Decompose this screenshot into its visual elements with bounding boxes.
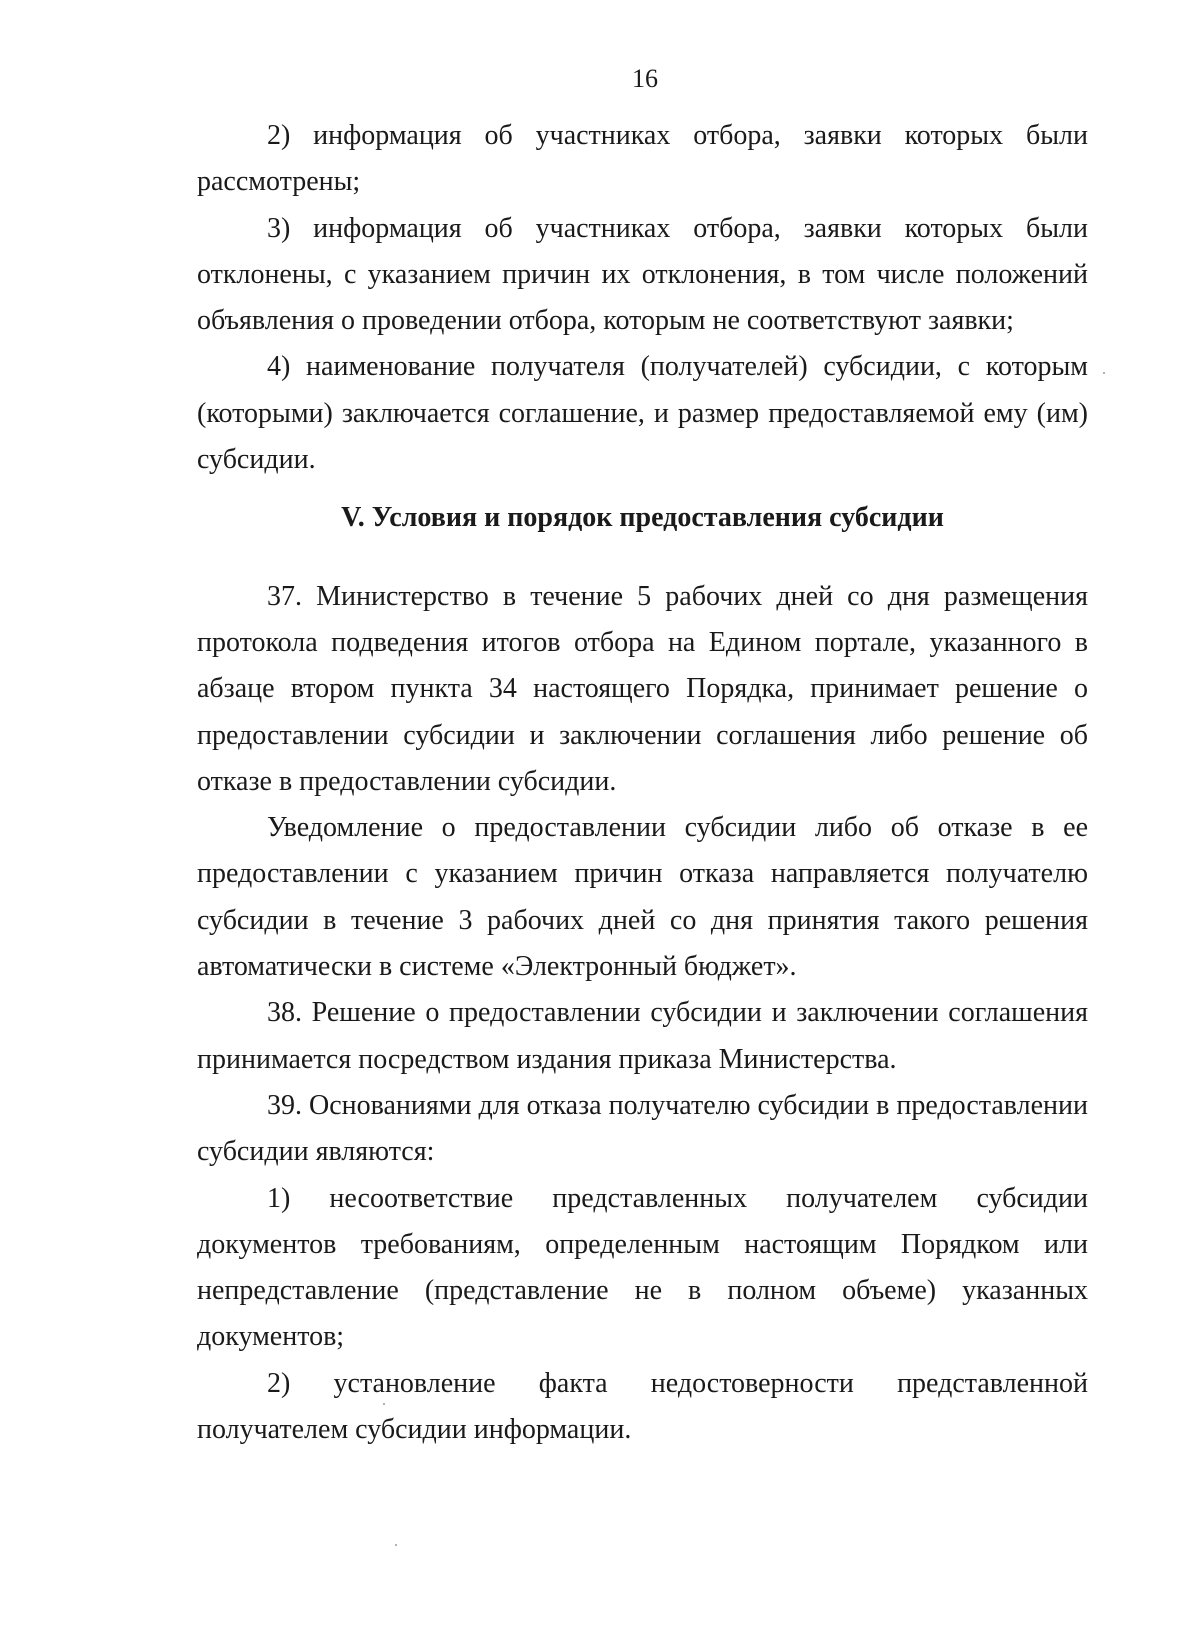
paragraph-item-3-otkloneny: 3) информация об участниках отбора, заявки которых были отклонены, с указанием причин их отклонения, в том числе положений объявления о проведении отбора, которым не соответствуют заявки; (197, 212, 1088, 337)
paragraph-item-2-rassmotreny: 2) информация об участниках отбора, заявки которых были рассмотрены; (197, 120, 1088, 198)
paragraph-ground-1: 1) несоответствие представленных получателем субсидии документов требованиям, определенным настоящим Порядком или непредставление (представление не в полном объеме) указанных документов; (197, 1182, 1088, 1353)
paragraph-point-39: 39. Основаниями для отказа получателю субсидии в предоставлении субсидии являются: (197, 1089, 1088, 1168)
document-body (197, 113, 1088, 1453)
scan-speck (1103, 372, 1105, 374)
scan-speck (395, 1544, 397, 1546)
paragraph-point-37: 37. Министерство в течение 5 рабочих дней со дня размещения протокола подведения итогов отбора на Едином портале, указанного в абзаце втором пункта 34 настоящего Порядка, принимает решение о предоставлении субсидии и заключении соглашения либо решение об отказе в предоставлении субсидии. (197, 580, 1088, 797)
page-number: 16 (632, 64, 658, 93)
paragraph-notification: Уведомление о предоставлении субсидии либо об отказе в ее предоставлении с указанием причин отказа направляется получателю субсидии в течение 3 рабочих дней со дня принятия такого решения автоматически в системе «Электронный бюджет». (197, 812, 1088, 983)
paragraph-point-38: 38. Решение о предоставлении субсидии и заключении соглашения принимается посредством издания приказа Министерства. (197, 997, 1088, 1075)
section-heading: V. Условия и порядок предоставления субсидии (341, 502, 944, 534)
paragraph-item-4-poluchatel: 4) наименование получателя (получателей) субсидии, с которым (которыми) заключается соглашение, и размер предоставляемой ему (им) субсидии. (197, 351, 1088, 476)
paragraph-ground-2: 2) установление факта недостоверности представленной получателем субсидии информации. (197, 1367, 1088, 1446)
scan-speck (383, 1403, 385, 1405)
